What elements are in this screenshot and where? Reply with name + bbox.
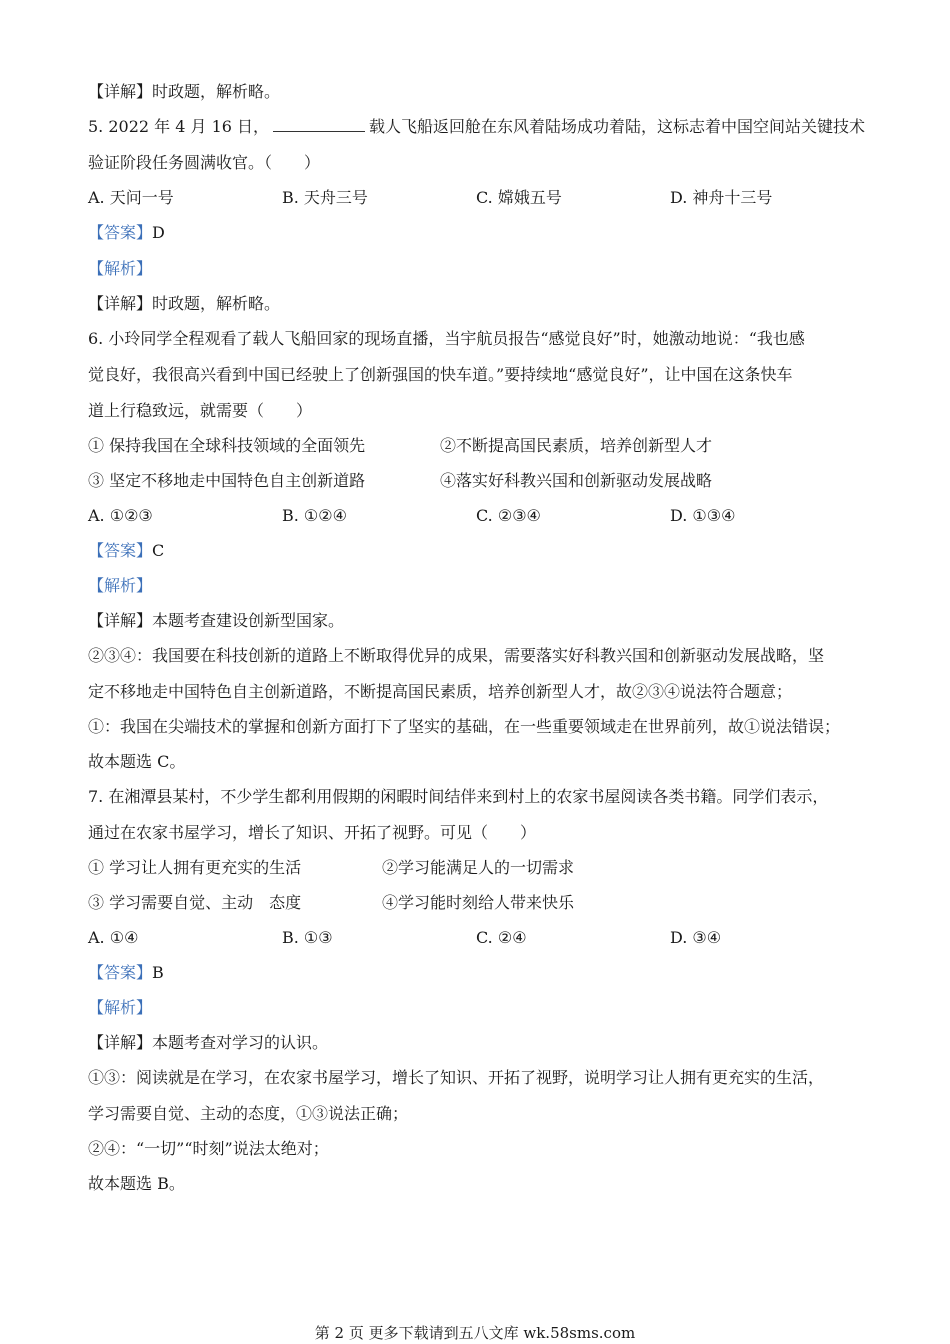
q6-statement-1: ① 保持我国在全球科技领域的全面领先 bbox=[88, 436, 366, 455]
q6-analysis-tag: 【解析】 bbox=[88, 576, 153, 595]
q5-answer bbox=[88, 222, 870, 244]
q6-conclusion: 故本题选 C。 bbox=[88, 752, 186, 771]
prev-detail: 【详解】时政题，解析略。 bbox=[88, 82, 281, 101]
q7-answer bbox=[88, 962, 870, 984]
q6-detail: 【详解】本题考查建设创新型国家。 bbox=[88, 611, 345, 630]
page-footer: 第 2 页 更多下载请到五八文库 wk.58sms.com bbox=[314, 1324, 636, 1342]
q6-statement-2: ②不断提高国民素质，培养创新型人才 bbox=[440, 436, 713, 455]
q7-stem-line1: 7. 在湘潭县某村，不少学生都利用假期的闲暇时间结伴来到村上的农家书屋阅读各类书籍。同学们表示， bbox=[88, 787, 829, 806]
q7-explanation-line3: ②④：“一切”“时刻”说法太绝对； bbox=[88, 1139, 329, 1158]
q5-option-a: A. 天问一号 bbox=[88, 188, 174, 207]
q7-detail: 【详解】本题考查对学习的认识。 bbox=[88, 1033, 329, 1052]
q5-analysis-tag: 【解析】 bbox=[88, 259, 153, 278]
q5-suffix: 载人飞船返回舱在东风着陆场成功着陆，这标志着中国空间站关键技术 bbox=[369, 117, 866, 136]
q6-stem-line2: 觉良好，我很高兴看到中国已经驶上了创新强国的快车道。”要持续地“感觉良好”，让中国在这条快车 bbox=[88, 365, 793, 384]
q7-conclusion: 故本题选 B。 bbox=[88, 1174, 185, 1193]
q7-statement-4: ④学习能时刻给人带来快乐 bbox=[382, 893, 575, 912]
q6-stem-line3: 道上行稳致远，就需要（ ） bbox=[88, 401, 313, 420]
q6-option-a: A. ①②③ bbox=[88, 506, 153, 525]
answer-tag: 【答案】 bbox=[88, 963, 153, 982]
q5-option-d: D. 神舟十三号 bbox=[670, 188, 773, 207]
q7-option-a: A. ①④ bbox=[88, 928, 139, 947]
answer-tag: 【答案】 bbox=[88, 541, 153, 560]
q7-statement-1: ① 学习让人拥有更充实的生活 bbox=[88, 858, 302, 877]
q5-stem-line2: 验证阶段任务圆满收官。（ ） bbox=[88, 153, 321, 172]
q5-stem-line1 bbox=[88, 116, 870, 138]
q7-explanation-line2: 学习需要自觉、主动的态度，①③说法正确； bbox=[88, 1104, 409, 1123]
answer-value: D bbox=[152, 223, 165, 242]
q5-blank bbox=[273, 117, 365, 132]
q6-answer bbox=[88, 540, 870, 562]
q6-explanation-line1: ②③④：我国要在科技创新的道路上不断取得优异的成果，需要落实好科教兴国和创新驱动发展战略，坚 bbox=[88, 646, 825, 665]
q7-statement-2: ②学习能满足人的一切需求 bbox=[382, 858, 575, 877]
q5-option-b: B. 天舟三号 bbox=[282, 188, 368, 207]
answer-value: B bbox=[152, 963, 164, 982]
q5-prefix: 5. 2022 年 4 月 16 日， bbox=[88, 117, 270, 136]
q5-option-c: C. 嫦娥五号 bbox=[476, 188, 562, 207]
q6-stem-line1: 6. 小玲同学全程观看了载人飞船回家的现场直播，当宇航员报告“感觉良好”时，她激动地说：“我也感 bbox=[88, 329, 805, 348]
q6-option-c: C. ②③④ bbox=[476, 506, 541, 525]
q7-statement-3: ③ 学习需要自觉、主动 态度 bbox=[88, 893, 302, 912]
q6-option-d: D. ①③④ bbox=[670, 506, 736, 525]
q7-analysis-tag: 【解析】 bbox=[88, 998, 153, 1017]
q7-stem-line2: 通过在农家书屋学习，增长了知识、开拓了视野。可见（ ） bbox=[88, 823, 537, 842]
q7-explanation-line1: ①③：阅读就是在学习，在农家书屋学习，增长了知识、开拓了视野，说明学习让人拥有更充实的生活， bbox=[88, 1068, 825, 1087]
q7-option-d: D. ③④ bbox=[670, 928, 722, 947]
answer-value: C bbox=[152, 541, 165, 560]
q6-option-b: B. ①②④ bbox=[282, 506, 347, 525]
q6-explanation-line2: 定不移地走中国特色自主创新道路，不断提高国民素质，培养创新型人才，故②③④说法符合题意； bbox=[88, 682, 793, 701]
q7-option-b: B. ①③ bbox=[282, 928, 333, 947]
q7-option-c: C. ②④ bbox=[476, 928, 527, 947]
answer-tag: 【答案】 bbox=[88, 223, 153, 242]
q6-statement-4: ④落实好科教兴国和创新驱动发展战略 bbox=[440, 471, 713, 490]
q5-detail: 【详解】时政题，解析略。 bbox=[88, 294, 281, 313]
q6-explanation-line3: ①：我国在尖端技术的掌握和创新方面打下了坚实的基础，在一些重要领域走在世界前列，故①说法错误； bbox=[88, 717, 841, 736]
q6-statement-3: ③ 坚定不移地走中国特色自主创新道路 bbox=[88, 471, 366, 490]
